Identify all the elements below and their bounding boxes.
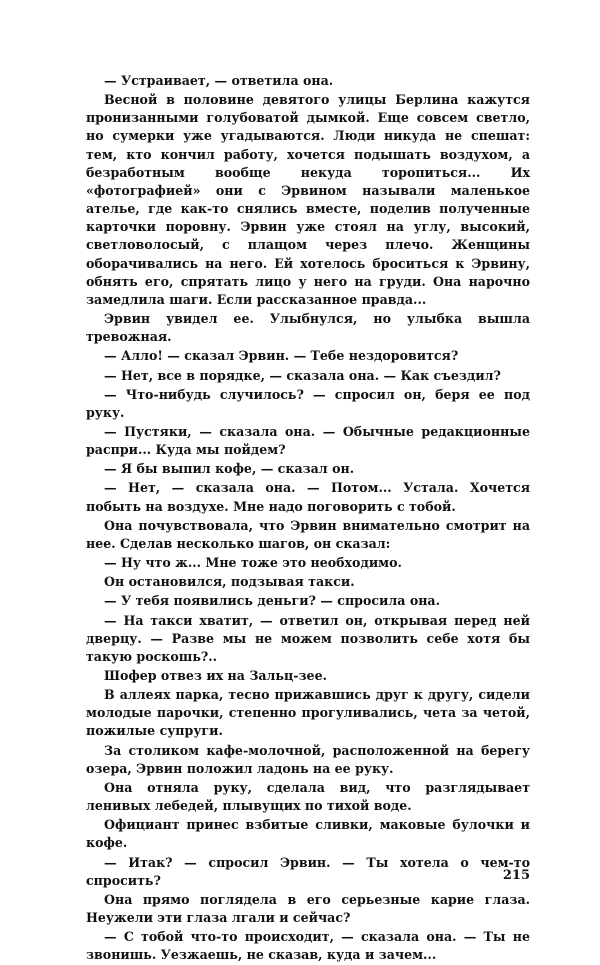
paragraph: — Пустяки, — сказала она. — Обычные редакционные распри... Куда мы пойдем? — [86, 423, 530, 458]
paragraph: — Что-нибудь случилось? — спросил он, беря ее под руку. — [86, 386, 530, 420]
paragraph: — Алло! — сказал Эрвин. — Тебе нездоровится? — [104, 348, 459, 364]
page-number: 215 — [502, 868, 530, 883]
paragraph: — С тобой что-то происходит, — сказала она. — Ты не звонишь. Уезжаешь, не сказав, куда и зачем... — [86, 929, 530, 963]
paragraph: Она почувствовала, что Эрвин внимательно смотрит на нее. Сделав несколько шагов, он сказал: — [86, 517, 530, 551]
paragraph: — Устраивает, — ответила она. — [104, 73, 334, 88]
paragraph: Официант принес взбитые сливки, маковые булочки и кофе. — [86, 817, 530, 851]
paragraph: В аллеях парка, тесно прижавшись друг к другу, сидели молодые парочки, степенно прогуливались, чета за четой, пожилые супруги. — [86, 687, 530, 739]
paragraph: Она прямо поглядела в его серьезные карие глаза. Неужели эти глаза лгали и сейчас? — [86, 891, 530, 926]
paragraph: Она отняла руку, сделала вид, что разглядывает ленивых лебедей, плывущих по тихой воде. — [86, 779, 530, 814]
paragraph: — Нет, все в порядке, — сказала она. — Как съездил? — [104, 367, 501, 383]
paragraph: За столиком кафе-молочной, расположенной на берегу озера, Эрвин положил ладонь на ее руку. — [86, 742, 530, 776]
paragraph: Шофер отвез их на Зальц-зее. — [104, 668, 327, 683]
page-text — [86, 72, 530, 963]
paragraph: Он остановился, подзывая такси. — [104, 574, 355, 590]
paragraph: — Ну что ж... Мне тоже это необходимо. — [104, 555, 402, 571]
paragraph: — Я бы выпил кофе, — сказал он. — [104, 461, 355, 477]
paragraph: — У тебя появились деньги? — спросила она. — [104, 593, 440, 609]
paragraph: Эрвин увидел ее. Улыбнулся, но улыбка вышла тревожная. — [86, 311, 530, 345]
paragraph: — Нет, — сказала она. — Потом... Устала. Хочется побыть на воздухе. Мне надо поговорить с тобой. — [86, 480, 530, 514]
paragraph: — Итак? — спросил Эрвин. — Ты хотела о чем-то спросить? — [86, 854, 530, 888]
paragraph: — На такси хватит, — ответил он, открывая перед ней дверцу. — Разве мы не можем позволить себе хотя бы такую роскошь?.. — [86, 612, 530, 664]
paragraph: Весной в половине девятого улицы Берлина кажутся пронизанными голубоватой дымкой. Еще совсем светло, но сумерки уже угадываются. Люди никуда не спешат: тем, кто кончил работу, хочется подышать воздухом, а безработным вообще некуда торопиться... Их «фотографией» они с Эрвином называли маленькое ателье, где как-то снялись вместе, поделив полученные карточки поровну. Эрвин уже стоял на углу, высокий, светловолосый, с плащом через плечо. Женщины оборачивались на него. Ей хотелось броситься к Эрвину, обнять его, спрятать лицо у него на груди. Она нарочно замедлила шаги. Если рассказанное правда... — [86, 92, 530, 307]
